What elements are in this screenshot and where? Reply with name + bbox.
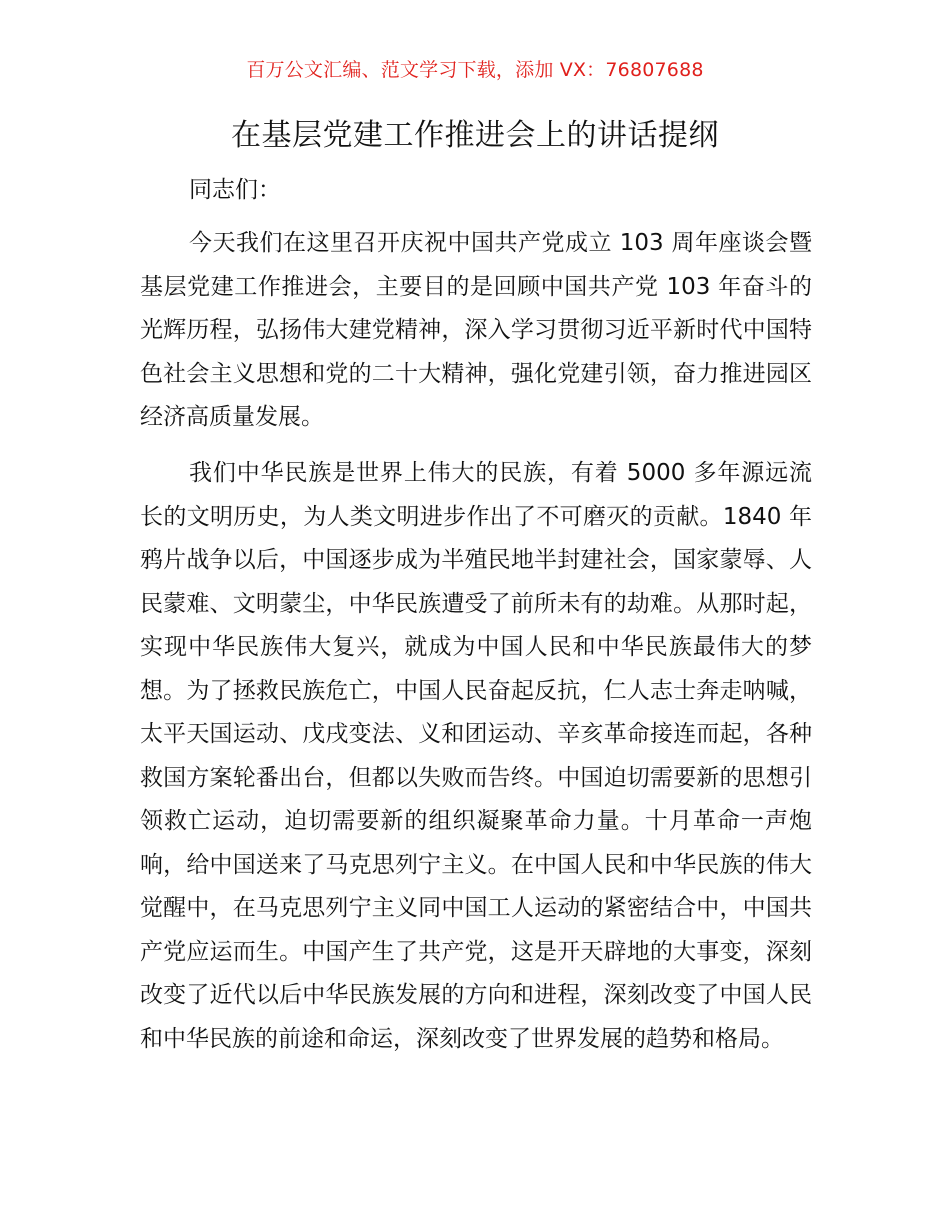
header-watermark-note: 百万公文汇编、范文学习下载，添加 VX：76807688 [246,59,704,81]
paragraph-history: 我们中华民族是世界上伟大的民族，有着 5000 多年源远流长的文明历史，为人类文明进步作出了不可磨灭的贡献。1840 年鸦片战争以后，中国逐步成为半殖民地半封建社会，国家蒙辱、人民蒙难、文明蒙尘，中华民族遭受了前所未有的劫难。从那时起，实现中华民族伟大复兴，就成为中国人民和中华民族最伟大的梦想。为了拯救民族危亡，中国人民奋起反抗，仁人志士奔走呐喊，太平天国运动、戊戌变法、义和团运动、辛亥革命接连而起，各种救国方案轮番出台，但都以失败而告终。中国迫切需要新的思想引领救亡运动，迫切需要新的组织凝聚革命力量。十月革命一声炮响，给中国送来了马克思列宁主义。在中国人民和中华民族的伟大觉醒中，在马克思列宁主义同中国工人运动的紧密结合中，中国共产党应运而生。中国产生了共产党，这是开天辟地的大事变，深刻改变了近代以后中华民族发展的方向和进程，深刻改变了中国人民和中华民族的前途和命运，深刻改变了世界发展的趋势和格局。 [140,460,812,1052]
paragraph-intro: 今天我们在这里召开庆祝中国共产党成立 103 周年座谈会暨基层党建工作推进会，主要目的是回顾中国共产党 103 年奋斗的光辉历程，弘扬伟大建党精神，深入学习贯彻习近平新时代中国特色社会主义思想和党的二十大精神，强化党建引领，奋力推进园区经济高质量发展。 [140,230,812,430]
salutation: 同志们： [189,177,281,203]
document-title: 在基层党建工作推进会上的讲话提纲 [231,118,719,153]
